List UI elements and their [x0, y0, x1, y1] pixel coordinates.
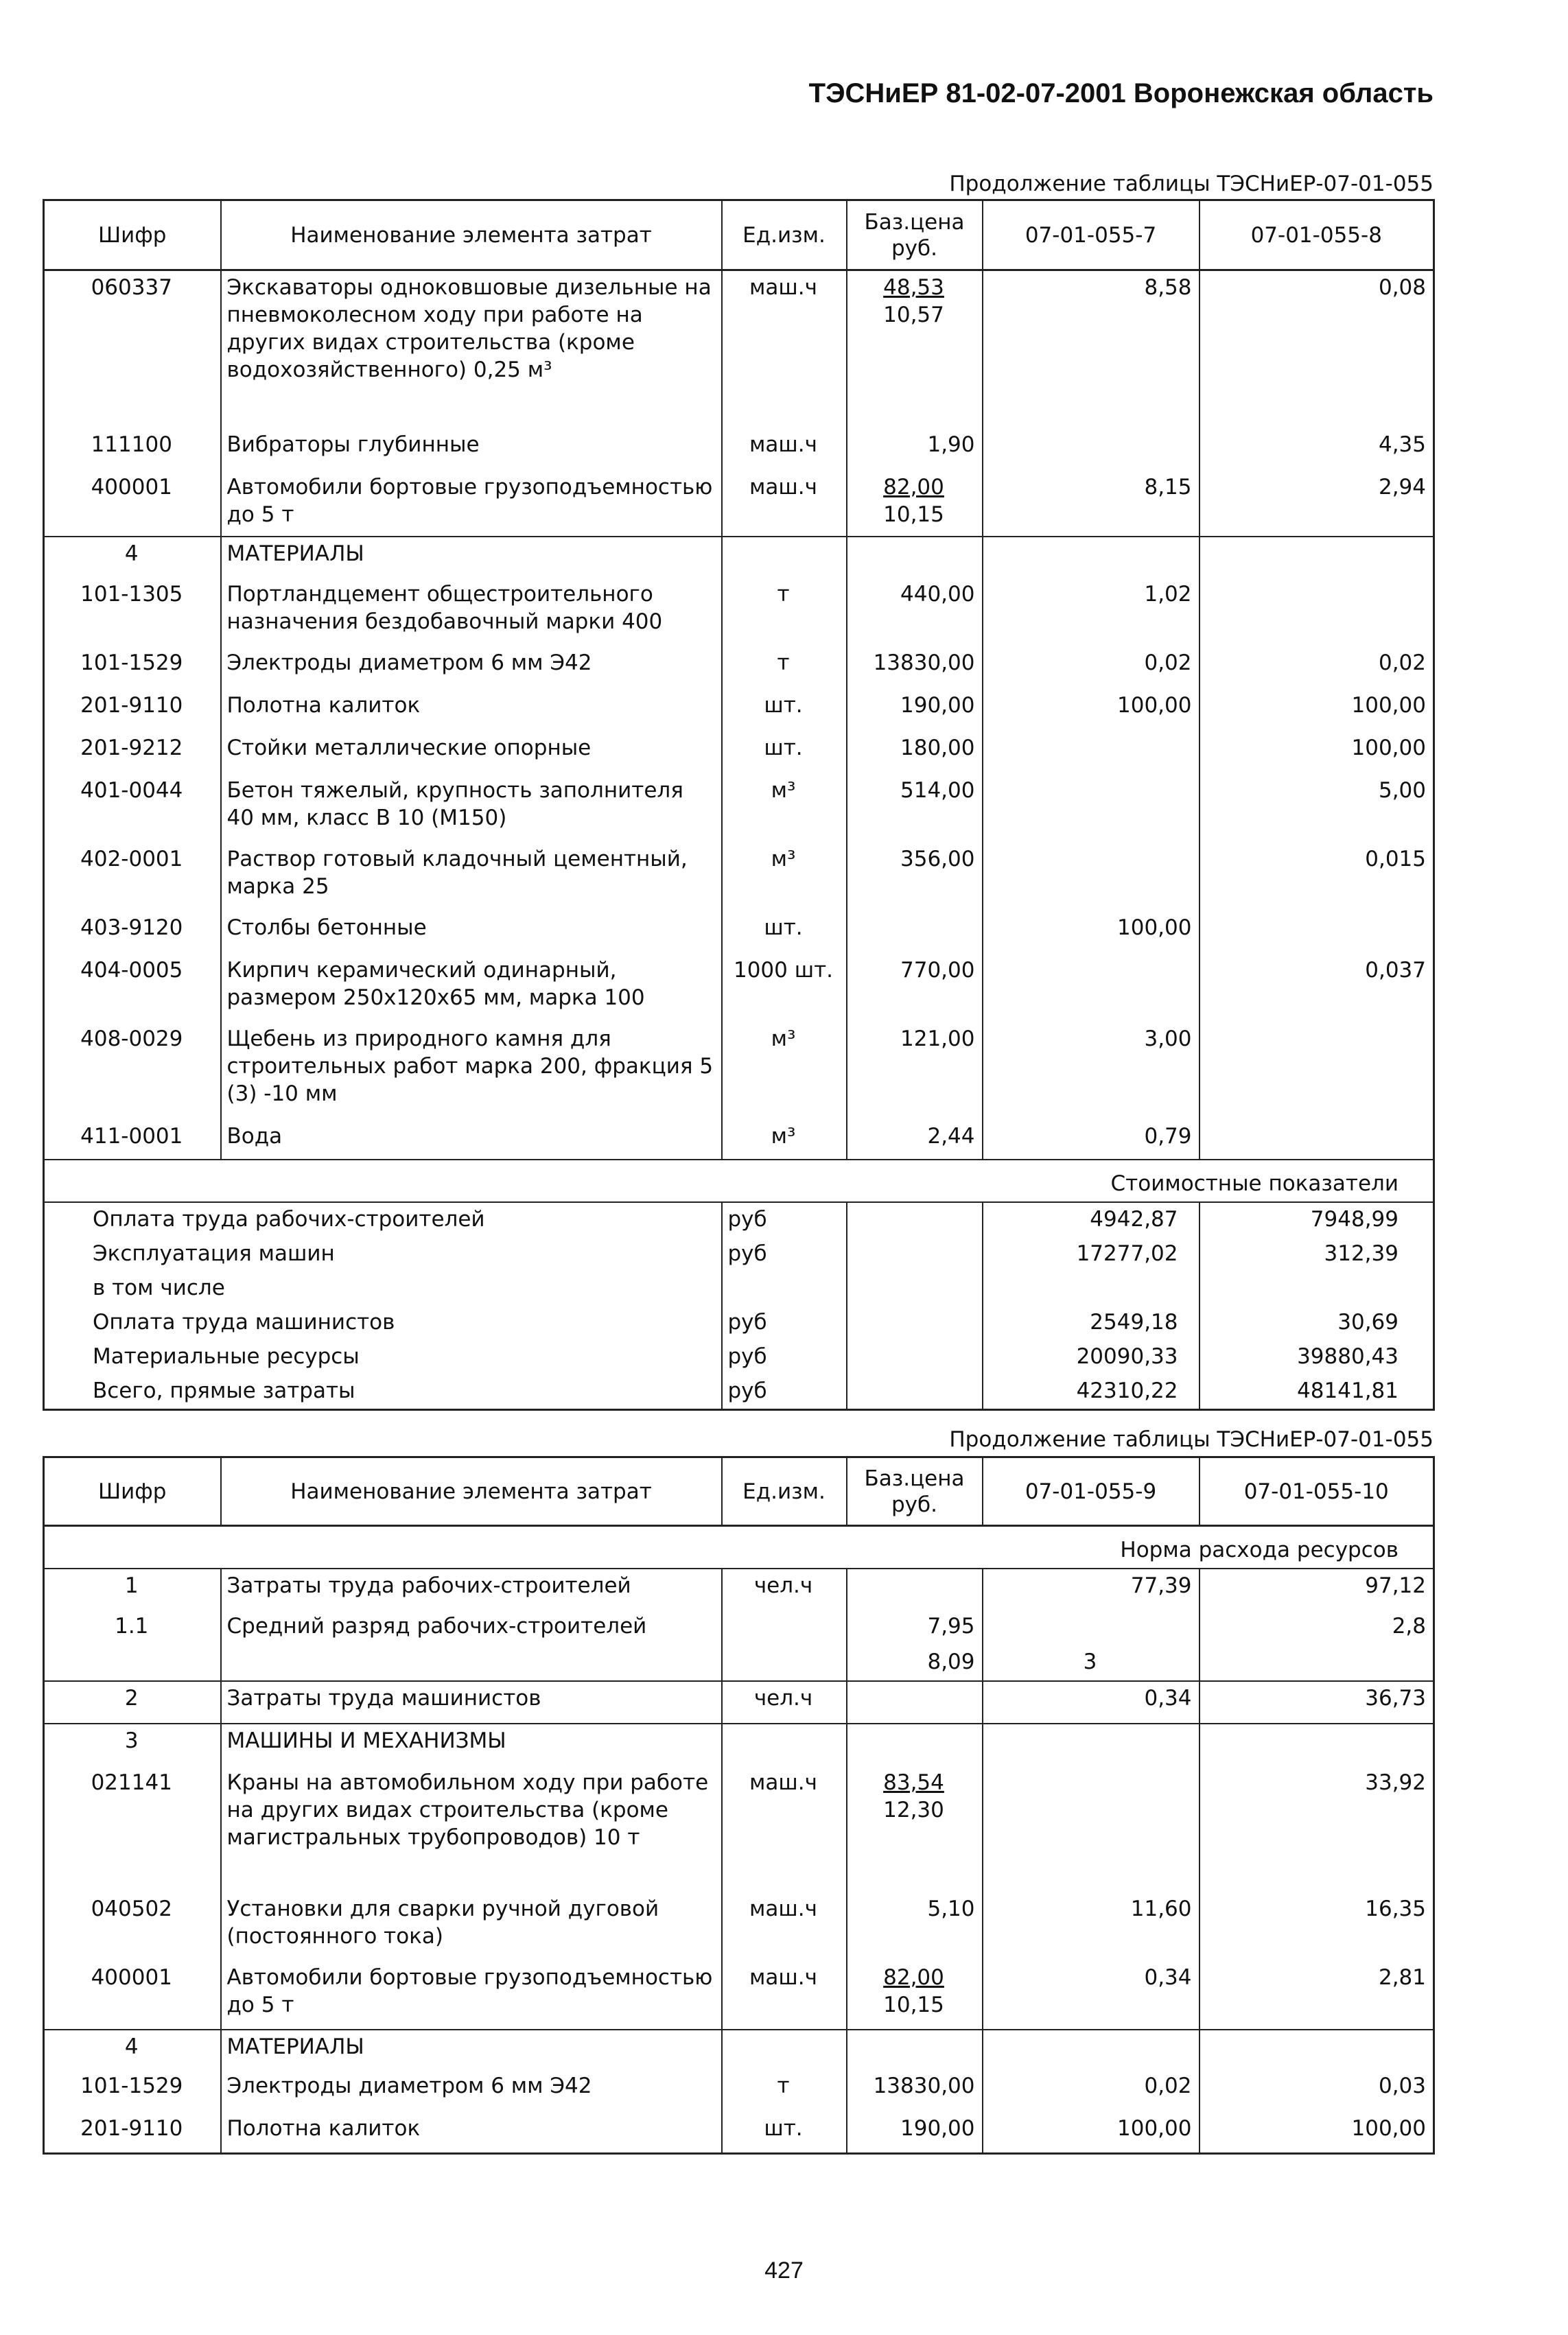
row-code: 404-0005 — [80, 957, 183, 983]
table-row — [44, 578, 1434, 646]
summary-row — [44, 1340, 1434, 1374]
row-value-2: 0,03 — [1200, 2069, 1434, 2112]
row-value-1 — [983, 1766, 1200, 1892]
row-code: 4 — [44, 537, 221, 578]
row-unit: м³ — [722, 843, 847, 911]
row-value-2: 2,8 — [1200, 1610, 1434, 1645]
summary-row — [44, 1306, 1434, 1340]
row-name: Электроды диаметром 6 мм Э42 — [221, 2069, 722, 2112]
row-name: Раствор готовый кладочный цементный, марка 25 — [221, 843, 722, 911]
price-numerator: 48,53 — [883, 275, 944, 300]
row-value-2: 33,92 — [1200, 1766, 1434, 1892]
row-code: 1.1 — [115, 1614, 149, 1639]
row-name: Кирпич керамический одинарный, размером 250х120х65 мм, марка 100 — [221, 954, 722, 1022]
row-price: 5,10 — [847, 1892, 983, 1961]
price-numerator: 83,54 — [883, 1770, 944, 1795]
summary-label: Эксплуатация машин — [93, 1241, 335, 1266]
price-denominator: 10,57 — [883, 303, 944, 327]
row-value-2: 0,02 — [1200, 646, 1434, 689]
summary-unit: руб — [722, 1374, 847, 1410]
table-row — [44, 2112, 1434, 2153]
row-code: 1 — [124, 1573, 139, 1598]
row-unit — [722, 2030, 847, 2069]
row-unit: маш.ч — [722, 428, 847, 471]
row-name: Автомобили бортовые грузоподъемностью до 5 т — [221, 1961, 722, 2030]
row-code: 3 — [44, 1724, 221, 1766]
row-value-1: 0,02 — [983, 2069, 1200, 2112]
summary-row — [44, 1202, 1434, 1237]
row-value-1: 77,39 — [983, 1569, 1200, 1610]
section-title: МАШИНЫ И МЕХАНИЗМЫ — [221, 1724, 722, 1766]
section-row — [44, 2030, 1434, 2069]
row-value-1: 100,00 — [983, 689, 1200, 731]
row-price: 190,00 — [847, 689, 983, 731]
row-name: Вода — [221, 1120, 722, 1160]
summary-value-2: 48141,81 — [1200, 1374, 1434, 1410]
row-name: Автомобили бортовые грузоподъемностью до 5 т — [221, 471, 722, 537]
row-value-1: 3,00 — [983, 1022, 1200, 1120]
section-row — [44, 537, 1434, 578]
row-unit: шт. — [722, 911, 847, 954]
summary-header: Стоимостные показатели — [44, 1160, 1434, 1202]
row-price: 13830,00 — [847, 646, 983, 689]
table1-continuation-caption: Продолжение таблицы ТЭСНиЕР-07-01-055 — [949, 172, 1434, 196]
table-row — [44, 1766, 1434, 1892]
row-value-1 — [983, 1610, 1200, 1645]
row-value-2 — [1200, 2030, 1434, 2069]
row-code: 101-1529 — [80, 2074, 183, 2098]
col-header-price: Баз.цена руб. — [847, 1457, 983, 1526]
norm-header: Норма расхода ресурсов — [44, 1526, 1434, 1569]
col-header-norm-1: 07-01-055-7 — [983, 200, 1200, 270]
price-numerator: 82,00 — [883, 1965, 944, 1990]
row-price: 1,90 — [847, 428, 983, 471]
row-name: Экскаваторы одноковшовые дизельные на пневмоколесном ходу при работе на других видах строительства (кроме водохозяйственного) 0,25 м³ — [221, 270, 722, 428]
row-price: 13830,00 — [847, 2069, 983, 2112]
row-price — [847, 1766, 983, 1892]
row-price — [847, 1569, 983, 1610]
summary-label: Оплата труда рабочих-строителей — [44, 1202, 722, 1237]
row-name: Затраты труда машинистов — [221, 1681, 722, 1724]
row-value-1 — [983, 428, 1200, 471]
row-price: 7,95 — [847, 1610, 983, 1645]
col-header-norm-1: 07-01-055-9 — [983, 1457, 1200, 1526]
row-value-2: 2,94 — [1200, 471, 1434, 537]
row-name: Стойки металлические опорные — [221, 731, 722, 774]
row-unit: маш.ч — [722, 471, 847, 537]
table-row — [44, 270, 1434, 428]
row-value-1: 8,15 — [983, 471, 1200, 537]
col-header-unit: Ед.изм. — [722, 200, 847, 270]
summary-row — [44, 1271, 1434, 1306]
section-title: МАТЕРИАЛЫ — [221, 2030, 722, 2069]
row-price: 440,00 — [847, 578, 983, 646]
table-row — [44, 646, 1434, 689]
row-code: 403-9120 — [80, 915, 183, 940]
row-price: 770,00 — [847, 954, 983, 1022]
table2-continuation-caption: Продолжение таблицы ТЭСНиЕР-07-01-055 — [949, 1427, 1434, 1452]
resource-table-2 — [43, 1456, 1435, 2155]
row-code: 408-0029 — [80, 1026, 183, 1051]
table-row — [44, 1645, 1434, 1681]
row-value-2: 100,00 — [1200, 2112, 1434, 2153]
row-unit: м³ — [722, 774, 847, 843]
row-unit: шт. — [722, 731, 847, 774]
row-value-1: 8,58 — [983, 270, 1200, 428]
col-header-unit: Ед.изм. — [722, 1457, 847, 1526]
row-unit — [722, 1724, 847, 1766]
row-code: 411-0001 — [80, 1123, 183, 1149]
row-value-1 — [983, 731, 1200, 774]
row-unit: т — [722, 646, 847, 689]
col-header-code: Шифр — [44, 1457, 221, 1526]
col-header-price: Баз.цена руб. — [847, 200, 983, 270]
row-code: 400001 — [91, 474, 172, 500]
row-unit: т — [722, 2069, 847, 2112]
row-value-1: 11,60 — [983, 1892, 1200, 1961]
row-name: Затраты труда рабочих-строителей — [221, 1569, 722, 1610]
table-row — [44, 1681, 1434, 1724]
resource-table-1 — [43, 199, 1435, 1411]
table-row — [44, 774, 1434, 843]
row-code: 101-1305 — [80, 581, 183, 607]
summary-row — [44, 1374, 1434, 1410]
table-row — [44, 1892, 1434, 1961]
row-name: Щебень из природного камня для строительных работ марка 200, фракция 5 (3) -10 мм — [221, 1022, 722, 1120]
summary-value-1: 2549,18 — [983, 1306, 1200, 1340]
row-value-2 — [1200, 1022, 1434, 1120]
row-value-2: 0,037 — [1200, 954, 1434, 1022]
row-value-1: 100,00 — [983, 911, 1200, 954]
row-unit — [722, 1610, 847, 1645]
table-row — [44, 1610, 1434, 1645]
row-code: 101-1529 — [80, 650, 183, 675]
row-price — [847, 537, 983, 578]
row-value-2: 36,73 — [1200, 1681, 1434, 1724]
row-name: Вибраторы глубинные — [221, 428, 722, 471]
price-denominator: 10,15 — [883, 502, 944, 527]
row-price: 514,00 — [847, 774, 983, 843]
summary-value-1: 4942,87 — [983, 1202, 1200, 1237]
row-unit: шт. — [722, 689, 847, 731]
col-header-code: Шифр — [44, 200, 221, 270]
row-value-1: 1,02 — [983, 578, 1200, 646]
col-header-name: Наименование элемента затрат — [221, 1457, 722, 1526]
row-price — [847, 1961, 983, 2030]
page-number: 427 — [764, 2257, 804, 2284]
row-price — [847, 2030, 983, 2069]
table-row — [44, 428, 1434, 471]
row-value-2: 100,00 — [1200, 689, 1434, 731]
col-header-norm-2: 07-01-055-8 — [1200, 200, 1434, 270]
row-code: 401-0044 — [80, 777, 183, 803]
summary-label: Оплата труда машинистов — [93, 1309, 395, 1335]
row-value-2 — [1200, 537, 1434, 578]
row-price: 2,44 — [847, 1120, 983, 1160]
row-name: Электроды диаметром 6 мм Э42 — [221, 646, 722, 689]
row-value-1 — [983, 774, 1200, 843]
table2-header-row — [44, 1457, 1434, 1526]
summary-value-2: 312,39 — [1200, 1237, 1434, 1271]
row-value-1: 0,79 — [983, 1120, 1200, 1160]
summary-label: в том числе — [93, 1275, 225, 1300]
summary-value-1: 17277,02 — [983, 1237, 1200, 1271]
row-value-1: 0,34 — [983, 1681, 1200, 1724]
row-name: Краны на автомобильном ходу при работе на других видах строительства (кроме магистральных трубопроводов) 10 т — [221, 1766, 722, 1892]
row-value-2: 16,35 — [1200, 1892, 1434, 1961]
summary-value-2: 30,69 — [1200, 1306, 1434, 1340]
summary-unit: руб — [722, 1340, 847, 1374]
summary-value-2: 7948,99 — [1200, 1202, 1434, 1237]
row-unit — [722, 537, 847, 578]
row-name: Столбы бетонные — [221, 911, 722, 954]
table-row — [44, 2069, 1434, 2112]
row-unit: 1000 шт. — [722, 954, 847, 1022]
table-row — [44, 1022, 1434, 1120]
row-unit — [722, 1645, 847, 1681]
table-row — [44, 689, 1434, 731]
row-unit: маш.ч — [722, 1961, 847, 2030]
row-price — [847, 1681, 983, 1724]
row-value-1 — [983, 2030, 1200, 2069]
row-unit: шт. — [722, 2112, 847, 2153]
row-code: 201-9110 — [80, 692, 183, 718]
row-value-1: 0,02 — [983, 646, 1200, 689]
row-price: 190,00 — [847, 2112, 983, 2153]
table-row — [44, 1961, 1434, 2030]
row-price — [847, 1724, 983, 1766]
summary-value-2 — [1200, 1271, 1434, 1306]
row-code: 201-9212 — [80, 735, 183, 760]
row-value-2: 4,35 — [1200, 428, 1434, 471]
row-price — [847, 911, 983, 954]
row-value-2 — [1200, 1724, 1434, 1766]
row-unit: маш.ч — [722, 270, 847, 428]
row-name: Полотна калиток — [221, 689, 722, 731]
summary-value-1: 20090,33 — [983, 1340, 1200, 1374]
row-value-2: 0,015 — [1200, 843, 1434, 911]
table-row — [44, 1120, 1434, 1160]
row-name: Бетон тяжелый, крупность заполнителя 40 мм, класс В 10 (М150) — [221, 774, 722, 843]
row-code: 111100 — [91, 432, 172, 457]
table-row — [44, 1569, 1434, 1610]
summary-value-1: 42310,22 — [983, 1374, 1200, 1410]
page-header-title: ТЭСНиЕР 81-02-07-2001 Воронежская область — [808, 78, 1434, 108]
summary-value-2: 39880,43 — [1200, 1340, 1434, 1374]
price-numerator: 82,00 — [883, 474, 944, 500]
row-value-2: 0,08 — [1200, 270, 1434, 428]
row-name — [221, 1645, 722, 1681]
row-name: Установки для сварки ручной дуговой (постоянного тока) — [221, 1892, 722, 1961]
row-unit: чел.ч — [722, 1569, 847, 1610]
row-value-1: 100,00 — [983, 2112, 1200, 2153]
row-value-2 — [1200, 911, 1434, 954]
row-price: 121,00 — [847, 1022, 983, 1120]
summary-unit — [722, 1271, 847, 1306]
price-denominator: 12,30 — [883, 1798, 944, 1822]
row-value-2 — [1200, 1645, 1434, 1681]
row-code — [44, 1645, 221, 1681]
row-value-1 — [983, 843, 1200, 911]
row-price: 8,09 — [847, 1645, 983, 1681]
summary-unit: руб — [722, 1306, 847, 1340]
row-code: 2 — [44, 1681, 221, 1724]
row-unit: м³ — [722, 1120, 847, 1160]
summary-value-1 — [983, 1271, 1200, 1306]
table1-header-row — [44, 200, 1434, 270]
row-code: 060337 — [91, 275, 172, 300]
row-name: Полотна калиток — [221, 2112, 722, 2153]
col-header-norm-2: 07-01-055-10 — [1200, 1457, 1434, 1526]
row-unit: т — [722, 578, 847, 646]
table-row — [44, 843, 1434, 911]
row-unit: маш.ч — [722, 1892, 847, 1961]
summary-header-row — [44, 1160, 1434, 1202]
section-title: МАТЕРИАЛЫ — [221, 537, 722, 578]
summary-label: Материальные ресурсы — [93, 1343, 360, 1369]
price-denominator: 10,15 — [883, 1993, 944, 2017]
col-header-name: Наименование элемента затрат — [221, 200, 722, 270]
row-code: 402-0001 — [80, 846, 183, 871]
row-value-1: 0,34 — [983, 1961, 1200, 2030]
summary-unit: руб — [722, 1202, 847, 1237]
row-unit: маш.ч — [722, 1766, 847, 1892]
row-code: 400001 — [91, 1965, 172, 1990]
row-price — [847, 270, 983, 428]
row-value-2: 2,81 — [1200, 1961, 1434, 2030]
row-unit: м³ — [722, 1022, 847, 1120]
table-row — [44, 911, 1434, 954]
row-code: 201-9110 — [80, 2116, 183, 2141]
row-code: 021141 — [91, 1770, 172, 1795]
norm-header-row — [44, 1526, 1434, 1569]
row-value-2: 5,00 — [1200, 774, 1434, 843]
table-row — [44, 471, 1434, 537]
row-unit: чел.ч — [722, 1681, 847, 1724]
summary-label: Всего, прямые затраты — [93, 1378, 355, 1403]
row-value-2 — [1200, 578, 1434, 646]
table-row — [44, 731, 1434, 774]
row-value-1: 3 — [983, 1645, 1200, 1681]
row-price: 180,00 — [847, 731, 983, 774]
row-price — [847, 471, 983, 537]
row-code: 040502 — [91, 1897, 172, 1921]
row-value-1 — [983, 954, 1200, 1022]
summary-unit: руб — [722, 1237, 847, 1271]
row-value-1 — [983, 1724, 1200, 1766]
table-row — [44, 954, 1434, 1022]
row-code: 4 — [44, 2030, 221, 2069]
row-value-1 — [983, 537, 1200, 578]
row-value-2: 97,12 — [1200, 1569, 1434, 1610]
section-row — [44, 1724, 1434, 1766]
row-value-2: 100,00 — [1200, 731, 1434, 774]
row-value-2 — [1200, 1120, 1434, 1160]
row-name: Портландцемент общестроительного назначения бездобавочный марки 400 — [221, 578, 722, 646]
summary-row — [44, 1237, 1434, 1271]
row-price: 356,00 — [847, 843, 983, 911]
row-name: Средний разряд рабочих-строителей — [221, 1610, 722, 1645]
